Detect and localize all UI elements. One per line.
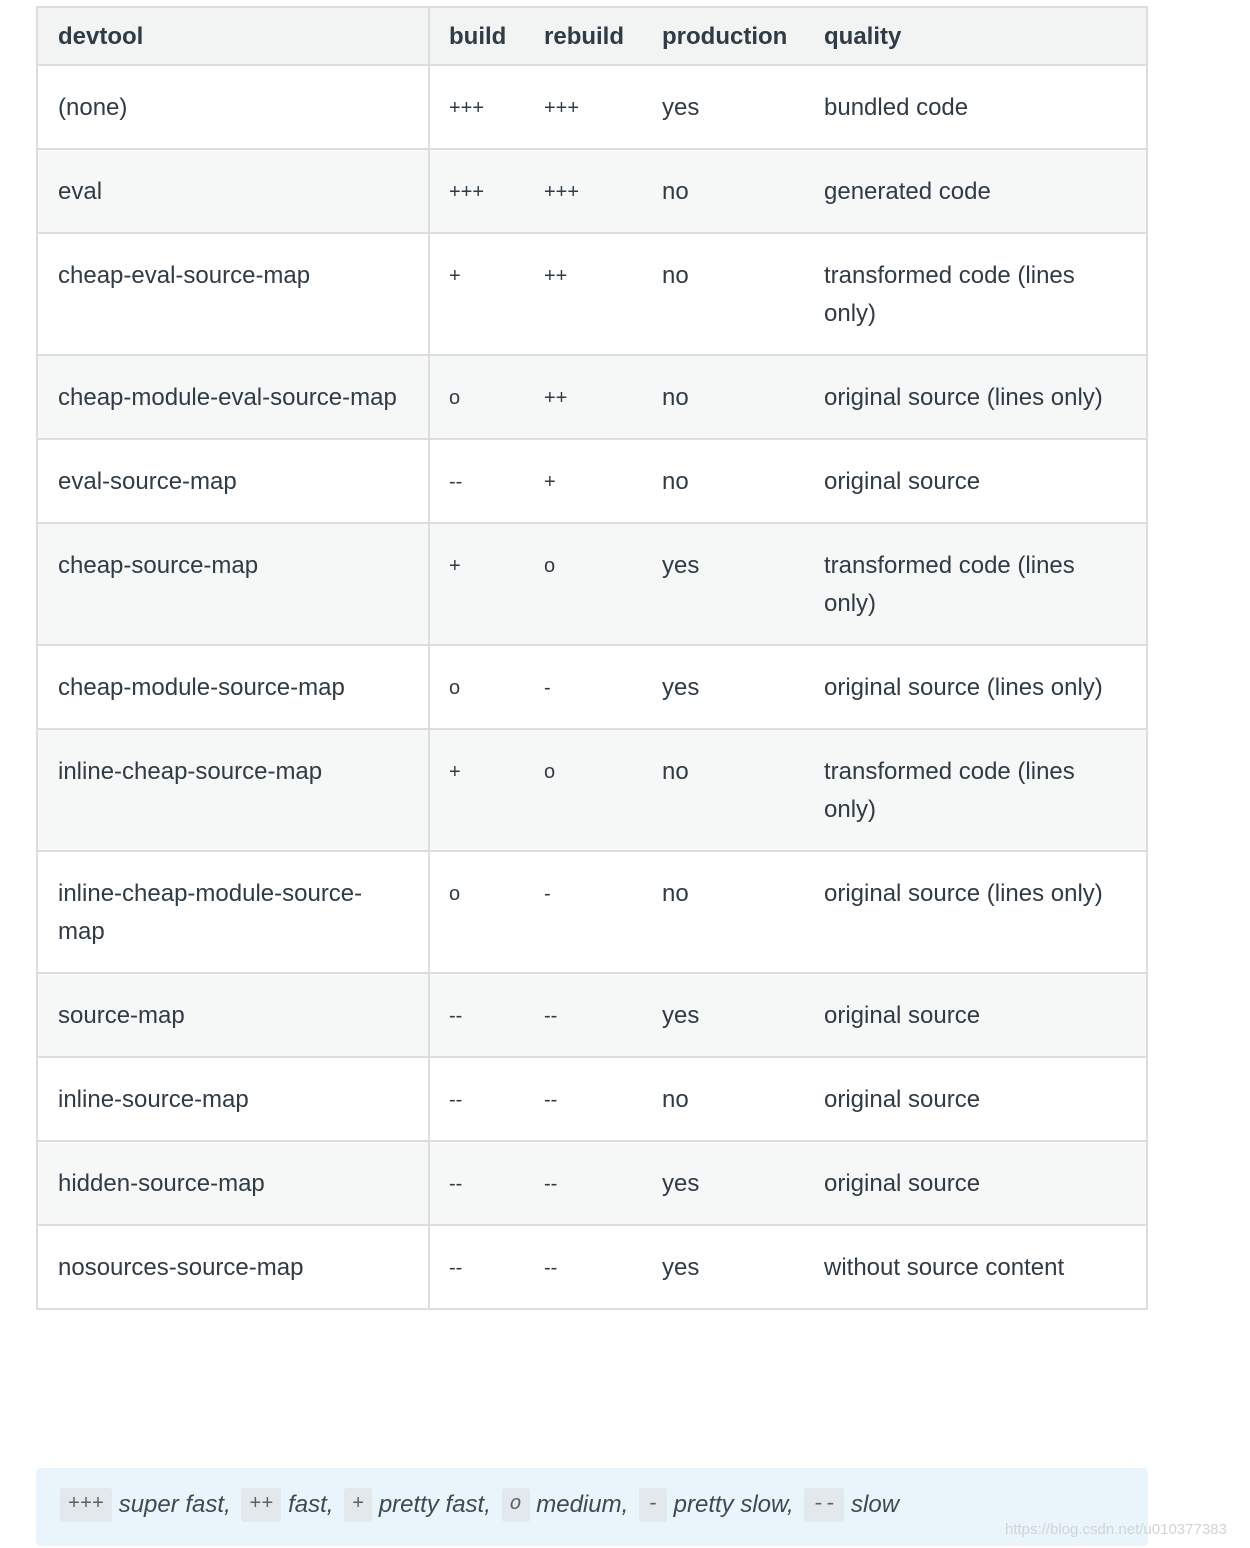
cell-devtool: source-map [37,973,429,1057]
cell-production: yes [643,65,805,149]
cell-build: -- [429,1141,525,1225]
cell-build: -- [429,1225,525,1309]
cell-devtool: eval [37,149,429,233]
cell-build: -- [429,973,525,1057]
legend-note [36,1468,1148,1546]
header-build: build [429,7,525,65]
table-row [37,233,1147,355]
cell-rebuild: +++ [525,149,643,233]
cell-build: +++ [429,149,525,233]
cell-production: no [643,851,805,973]
cell-devtool: nosources-source-map [37,1225,429,1309]
header-devtool: devtool [37,7,429,65]
cell-build: o [429,355,525,439]
cell-production: no [643,233,805,355]
cell-build: -- [429,439,525,523]
legend-code: + [344,1488,372,1522]
cell-rebuild: ++ [525,233,643,355]
legend-code: - [639,1488,667,1522]
cell-quality: original source [805,439,1147,523]
cell-quality: original source [805,973,1147,1057]
cell-production: no [643,1057,805,1141]
cell-production: no [643,355,805,439]
cell-quality: transformed code (lines only) [805,523,1147,645]
table-row [37,523,1147,645]
cell-devtool: (none) [37,65,429,149]
devtool-comparison-table [36,6,1148,1310]
cell-devtool: cheap-module-source-map [37,645,429,729]
table-row [37,851,1147,973]
cell-rebuild: -- [525,1141,643,1225]
cell-production: yes [643,523,805,645]
cell-production: yes [643,645,805,729]
table-row [37,645,1147,729]
table-row [37,973,1147,1057]
cell-rebuild: -- [525,1057,643,1141]
legend-code: +++ [60,1488,112,1522]
legend-text: super fast, [118,1491,231,1518]
cell-build: + [429,523,525,645]
legend-code: o [502,1488,530,1522]
cell-production: yes [643,973,805,1057]
cell-rebuild: o [525,729,643,851]
header-quality: quality [805,7,1147,65]
cell-devtool: cheap-eval-source-map [37,233,429,355]
cell-production: no [643,149,805,233]
cell-rebuild: +++ [525,65,643,149]
legend-text: pretty fast, [378,1491,491,1518]
cell-devtool: cheap-source-map [37,523,429,645]
table-row [37,729,1147,851]
cell-devtool: eval-source-map [37,439,429,523]
devtool-table-container [36,6,1148,1310]
cell-build: o [429,851,525,973]
legend-code: ++ [241,1488,281,1522]
table-row [37,149,1147,233]
cell-quality: generated code [805,149,1147,233]
table-row [37,1225,1147,1309]
legend-text: medium, [536,1491,629,1518]
cell-build: -- [429,1057,525,1141]
legend-text: pretty slow, [673,1491,794,1518]
cell-build: + [429,729,525,851]
cell-production: yes [643,1141,805,1225]
legend-text: slow [851,1491,900,1518]
cell-quality: original source [805,1057,1147,1141]
cell-devtool: inline-cheap-module-source-map [37,851,429,973]
cell-production: no [643,729,805,851]
header-production: production [643,7,805,65]
cell-quality: original source (lines only) [805,355,1147,439]
cell-quality: without source content [805,1225,1147,1309]
legend-text: fast, [288,1491,334,1518]
cell-quality: original source (lines only) [805,645,1147,729]
cell-devtool: hidden-source-map [37,1141,429,1225]
cell-rebuild: ++ [525,355,643,439]
cell-build: + [429,233,525,355]
table-row [37,439,1147,523]
cell-rebuild: o [525,523,643,645]
table-row [37,1057,1147,1141]
table-header-row [37,7,1147,65]
cell-rebuild: - [525,645,643,729]
cell-quality: transformed code (lines only) [805,233,1147,355]
cell-quality: bundled code [805,65,1147,149]
cell-quality: transformed code (lines only) [805,729,1147,851]
cell-rebuild: -- [525,1225,643,1309]
cell-build: o [429,645,525,729]
table-row [37,355,1147,439]
cell-devtool: inline-source-map [37,1057,429,1141]
cell-quality: original source [805,1141,1147,1225]
cell-rebuild: - [525,851,643,973]
watermark: https://blog.csdn.net/u010377383 [1005,1521,1227,1538]
cell-rebuild: + [525,439,643,523]
cell-devtool: inline-cheap-source-map [37,729,429,851]
cell-devtool: cheap-module-eval-source-map [37,355,429,439]
cell-production: no [643,439,805,523]
cell-build: +++ [429,65,525,149]
cell-production: yes [643,1225,805,1309]
header-rebuild: rebuild [525,7,643,65]
cell-rebuild: -- [525,973,643,1057]
table-row [37,65,1147,149]
cell-quality: original source (lines only) [805,851,1147,973]
table-row [37,1141,1147,1225]
legend-code: -- [804,1488,844,1522]
